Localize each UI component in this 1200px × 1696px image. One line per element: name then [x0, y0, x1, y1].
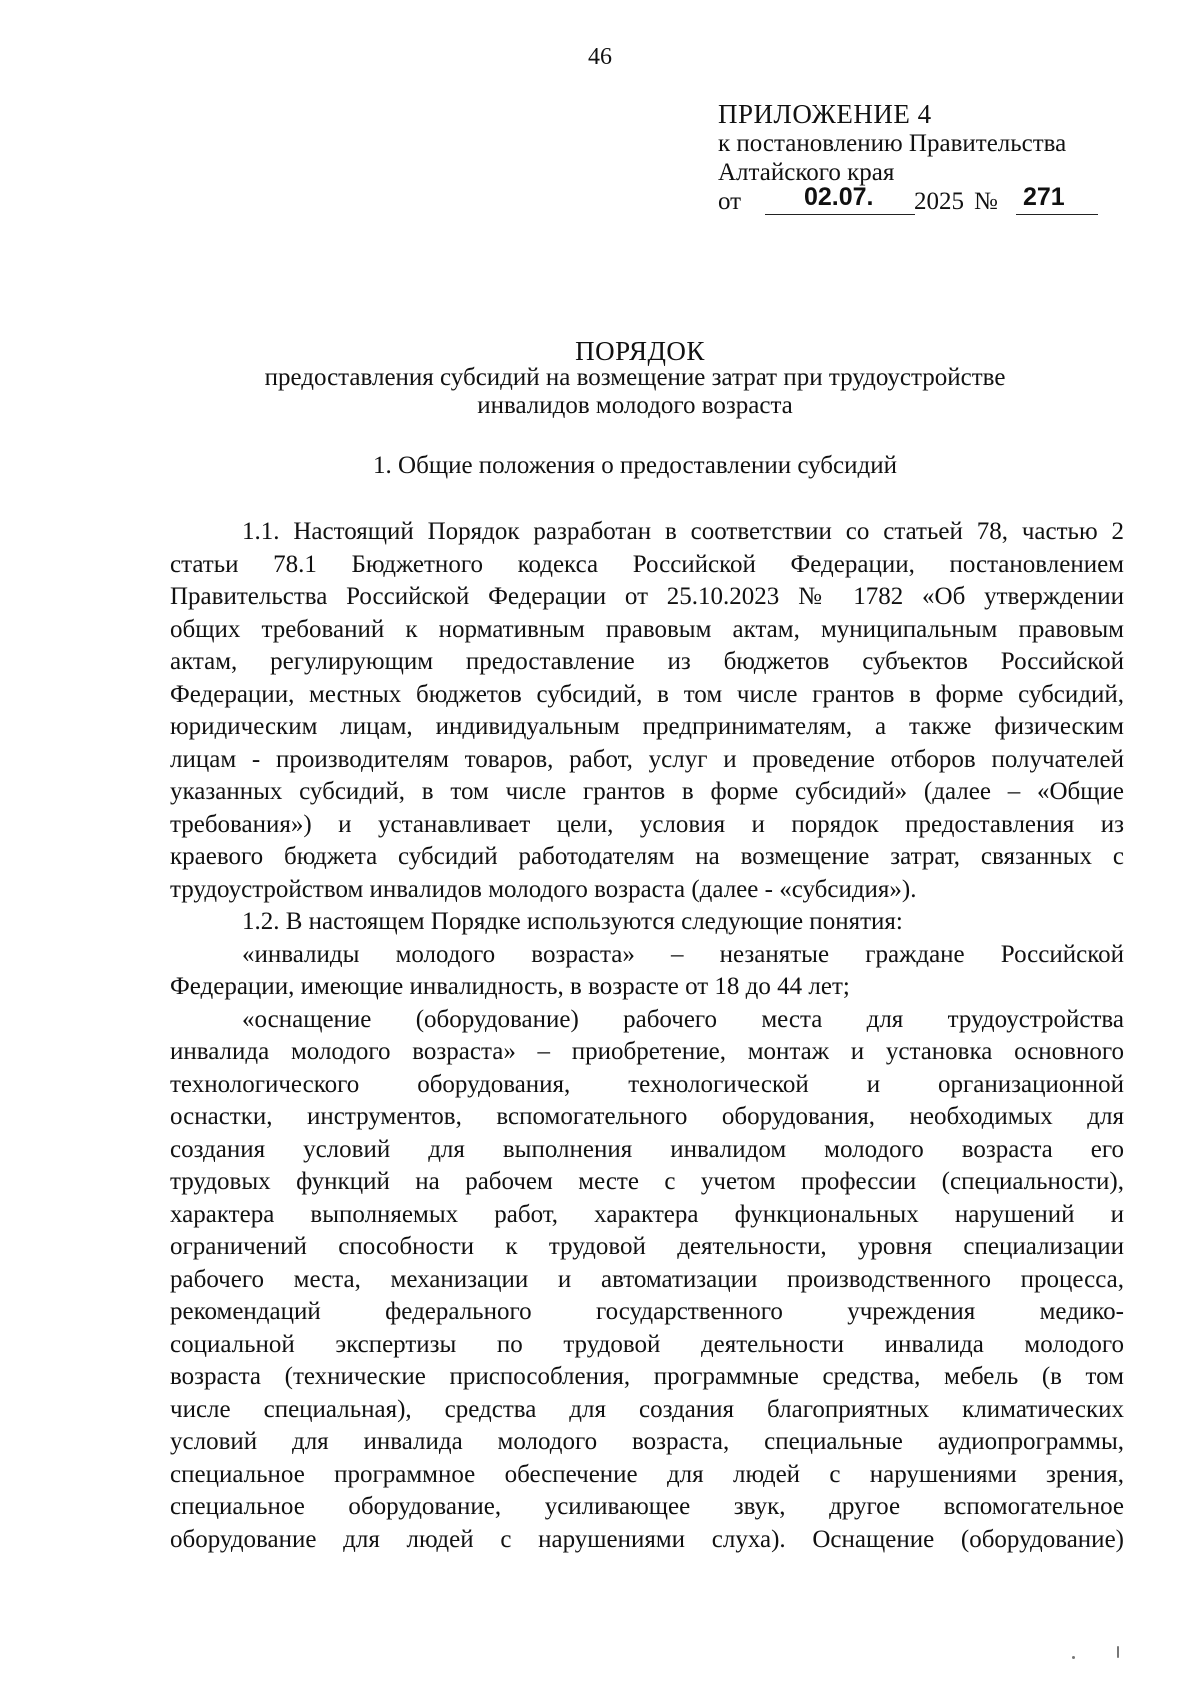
body-line: числе специальная), средства для создания благоприятных климатических [170, 1395, 1124, 1423]
appendix-date-line [718, 183, 1066, 219]
body-line: общих требований к нормативным правовым актам, муниципальным правовым [170, 615, 1124, 643]
body-line: специальное программное обеспечение для людей с нарушениями зрения, [170, 1460, 1124, 1488]
body-line: лицам - производителям товаров, работ, услуг и проведение отборов получателей [170, 745, 1124, 773]
handwritten-date: 02.07. [804, 183, 874, 211]
from-label: от [718, 188, 742, 215]
body-line: оснастки, инструментов, вспомогательного оборудования, необходимых для [170, 1103, 1124, 1130]
body-line: «инвалиды молодого возраста» – незанятые граждане Российской [242, 940, 1124, 968]
appendix-line-1: к постановлению Правительства [718, 130, 1067, 157]
year: 2025 [914, 188, 964, 215]
appendix-block [718, 100, 1066, 219]
section-heading: 1. Общие положения о предоставлении субсидий [373, 452, 897, 479]
body-line: рекомендаций федерального государственного учреждения медико- [170, 1298, 1124, 1325]
body-line: технологического оборудования, технологической и организационной [170, 1070, 1124, 1098]
body-line: ограничений способности к трудовой деятельности, уровня специализации [170, 1233, 1124, 1260]
body-line: трудовых функций на рабочем месте с учетом профессии (специальности), [170, 1168, 1124, 1195]
body-line: оборудование для людей с нарушениями слуха). Оснащение (оборудование) [170, 1525, 1124, 1553]
body-line: характера выполняемых работ, характера функциональных нарушений и [170, 1200, 1124, 1228]
page-number: 46 [588, 44, 612, 70]
body-line: специальное оборудование, усиливающее звук, другое вспомогательное [170, 1493, 1124, 1520]
body-text [170, 516, 1124, 1556]
body-line: статьи 78.1 Бюджетного кодекса Российской Федерации, постановлением [170, 550, 1124, 578]
body-line: Федерации, местных бюджетов субсидий, в том числе грантов в форме субсидий, [170, 680, 1124, 708]
body-line: указанных субсидий, в том числе грантов в форме субсидий» (далее – «Общие [170, 778, 1124, 805]
document-subtitle [150, 364, 1120, 420]
body-line: социальной экспертизы по трудовой деятельности инвалида молодого [170, 1330, 1124, 1358]
body-line: актам, регулирующим предоставление из бюджетов субъектов Российской [170, 648, 1124, 675]
body-line: рабочего места, механизации и автоматизации производственного процесса, [170, 1265, 1124, 1293]
body-line: требования») и устанавливает цели, условия и порядок предоставления из [170, 810, 1124, 838]
subtitle-line-1: предоставления субсидий на возмещение затрат при трудоустройстве [264, 364, 1006, 391]
scan-speck [1072, 1656, 1075, 1659]
body-line: Федерации, имеющие инвалидность, в возрасте от 18 до 44 лет; [170, 973, 850, 1000]
date-underline [765, 214, 915, 215]
appendix-line-2: Алтайского края [718, 159, 895, 186]
appendix-title: ПРИЛОЖЕНИЕ 4 [718, 99, 932, 129]
body-line: трудоустройством инвалидов молодого возраста (далее - «субсидия»). [170, 875, 917, 903]
body-line: краевого бюджета субсидий работодателям на возмещение затрат, связанных с [170, 843, 1124, 870]
body-line: возраста (технические приспособления, программные средства, мебель (в том [170, 1363, 1124, 1390]
scan-mark [1117, 1646, 1119, 1658]
body-line: инвалида молодого возраста» – приобретение, монтаж и установка основного [170, 1038, 1124, 1065]
handwritten-number: 271 [1023, 183, 1065, 211]
number-underline [1016, 214, 1098, 215]
body-line: Правительства Российской Федерации от 25.10.2023 № 1782 «Об утверждении [170, 583, 1124, 610]
body-line: создания условий для выполнения инвалидом молодого возраста его [170, 1135, 1124, 1163]
document-title: ПОРЯДОК [575, 336, 705, 366]
body-line: 1.1. Настоящий Порядок разработан в соответствии со статьей 78, частью 2 [242, 518, 1124, 545]
body-line: «оснащение (оборудование) рабочего места для трудоустройства [242, 1005, 1124, 1033]
body-line: юридическим лицам, индивидуальным предпринимателям, а также физическим [170, 713, 1124, 740]
body-line: условий для инвалида молодого возраста, специальные аудиопрограммы, [170, 1428, 1124, 1455]
body-line: 1.2. В настоящем Порядке используются следующие понятия: [242, 908, 903, 935]
subtitle-line-2: инвалидов молодого возраста [477, 392, 793, 419]
number-sign: № [974, 188, 998, 215]
